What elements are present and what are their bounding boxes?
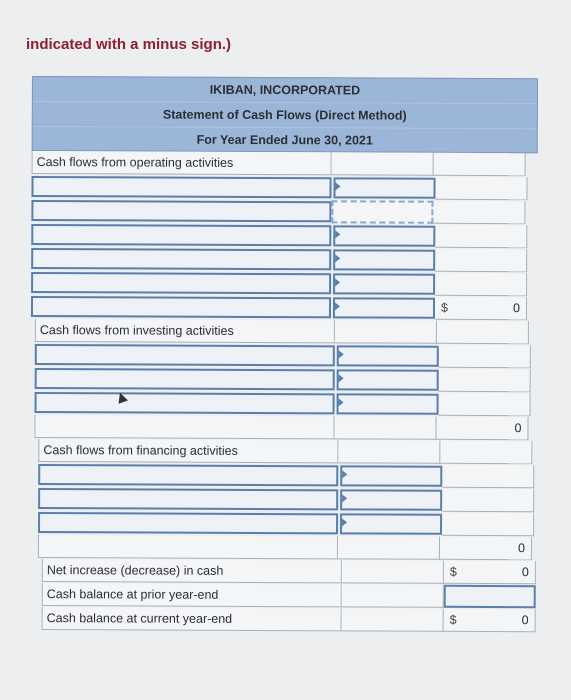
operating-line-2 (31, 199, 537, 224)
operating-amount-input[interactable] (333, 225, 435, 246)
operating-header-row (32, 151, 538, 176)
net-change-cell (444, 561, 536, 584)
financing-line-1 (38, 463, 544, 488)
statement-title: Statement of Cash Flows (Direct Method) (33, 102, 537, 129)
company-name: IKIBAN, INCORPORATED (33, 77, 537, 104)
financing-item-input[interactable] (38, 464, 338, 486)
operating-amount-input[interactable] (333, 273, 435, 294)
operating-item-input[interactable] (31, 224, 331, 246)
operating-amount-input[interactable] (331, 200, 433, 223)
investing-amount-input[interactable] (337, 345, 439, 366)
prior-balance-input[interactable] (444, 585, 536, 608)
operating-amount-input[interactable] (333, 297, 435, 318)
current-balance-cell (444, 609, 536, 632)
investing-total-value: 0 (514, 421, 522, 436)
prior-balance-label: Cash balance at prior year-end (42, 583, 342, 607)
operating-line-3 (31, 223, 537, 248)
operating-total-cell (435, 297, 527, 320)
statement-grid (30, 151, 538, 638)
financing-total-value: 0 (517, 541, 525, 556)
investing-line-2 (35, 367, 541, 392)
operating-total-value: 0 (513, 301, 521, 316)
financing-amount-input[interactable] (340, 513, 442, 534)
operating-item-input[interactable] (31, 296, 331, 318)
financing-amount-input[interactable] (340, 489, 442, 510)
operating-line-1 (31, 175, 537, 200)
operating-line-5 (31, 271, 537, 296)
statement-header (32, 76, 538, 153)
current-balance-row (42, 607, 548, 632)
financing-item-input[interactable] (38, 512, 338, 534)
investing-amount-input[interactable] (337, 369, 439, 390)
financing-amount-input[interactable] (340, 465, 442, 486)
investing-amount-input[interactable] (337, 393, 439, 414)
operating-item-input[interactable] (31, 200, 331, 222)
investing-total-row (34, 415, 540, 440)
operating-item-input[interactable] (31, 272, 331, 294)
operating-amount-input[interactable] (333, 249, 435, 270)
operating-section-label: Cash flows from operating activities (32, 151, 332, 175)
net-change-row (42, 559, 548, 584)
operating-item-input[interactable] (31, 248, 331, 270)
operating-line-6 (31, 295, 537, 320)
financing-line-2 (38, 487, 544, 512)
financing-header-row (38, 439, 544, 464)
financing-section-label: Cash flows from financing activities (38, 439, 338, 463)
operating-amount-input[interactable] (333, 177, 435, 198)
currency-symbol: $ (440, 300, 448, 315)
investing-line-1 (35, 343, 541, 368)
investing-section-label: Cash flows from investing activities (35, 319, 335, 343)
current-balance-label: Cash balance at current year-end (42, 607, 342, 631)
investing-item-input[interactable] (35, 368, 335, 390)
financing-line-3 (38, 511, 544, 536)
cash-flow-statement (30, 76, 538, 638)
current-balance-value: 0 (521, 613, 529, 628)
financing-total-cell (440, 537, 532, 560)
net-change-label: Net increase (decrease) in cash (42, 559, 342, 583)
investing-item-input[interactable] (35, 392, 335, 414)
investing-total-cell (436, 417, 528, 440)
investing-line-3 (35, 391, 541, 416)
financing-total-row (38, 535, 544, 560)
net-change-value: 0 (521, 565, 529, 580)
investing-header-row (35, 319, 541, 344)
operating-item-input[interactable] (31, 176, 331, 198)
currency-symbol: $ (449, 564, 457, 579)
instruction-text: indicated with a minus sign.) (26, 36, 232, 53)
operating-line-4 (31, 247, 537, 272)
statement-period: For Year Ended June 30, 2021 (196, 132, 373, 148)
investing-item-input[interactable] (35, 344, 335, 366)
prior-balance-row (42, 583, 548, 608)
currency-symbol: $ (449, 612, 457, 627)
financing-item-input[interactable] (38, 488, 338, 510)
